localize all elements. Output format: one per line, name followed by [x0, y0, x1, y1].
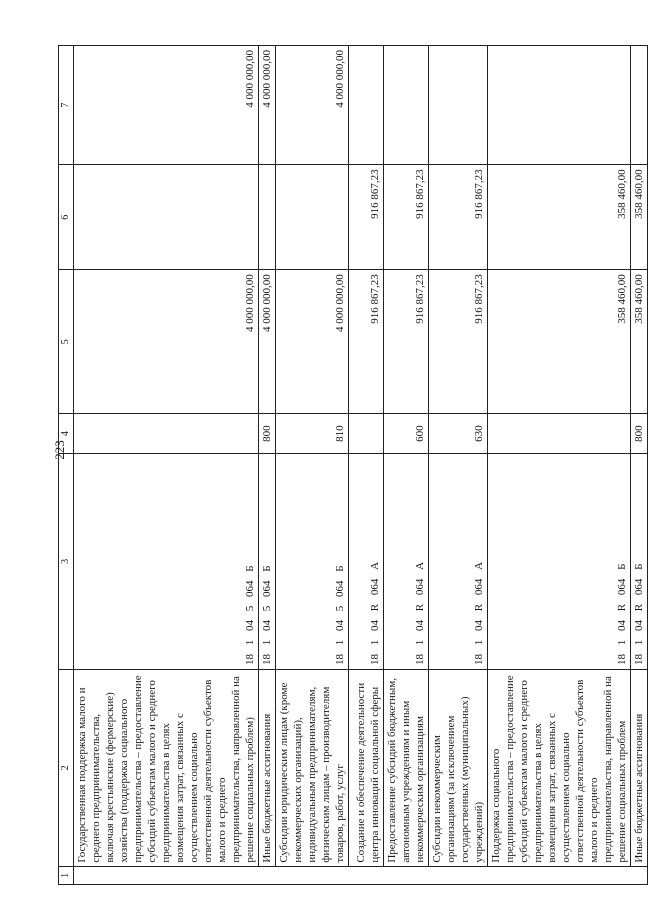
- row-code: 18 1 04 R 064 А: [384, 453, 429, 669]
- row-col6: 358 460,00: [631, 165, 648, 270]
- row-col5: 358 460,00: [631, 270, 648, 414]
- row-description: Поддержка социального предпринимательства – предоставление субсидий субъектам малого и среднего предпринимательства в целях возмещения затрат, связанных с осуществлением социально ответственной деятельности субъектов малого и среднего предпринимательства, направленной на решение социальных проблем: [488, 670, 631, 867]
- table-row: [488, 46, 631, 885]
- row-col5: 916 867,23: [384, 270, 429, 414]
- row-col7: 4 000 000,00: [259, 46, 276, 165]
- row-kind: [488, 414, 631, 453]
- row-kind: 630: [429, 414, 488, 453]
- row-col7: 4 000 000,00: [74, 46, 259, 165]
- row-code: 18 1 04 5 064 Б: [276, 453, 349, 669]
- row-code: 18 1 04 R 064 А: [429, 453, 488, 669]
- table-row: [349, 46, 384, 885]
- table-row: [259, 46, 276, 885]
- header-row: [59, 46, 74, 885]
- row-col6: [276, 165, 349, 270]
- row-kind: [349, 414, 384, 453]
- row-kind: 800: [259, 414, 276, 453]
- row-code: 18 1 04 R 064 А: [349, 453, 384, 669]
- row-code: 18 1 04 5 064 Б: [259, 453, 276, 669]
- table-row: [631, 46, 648, 885]
- row-col6: [259, 165, 276, 270]
- header-cell: 6: [59, 165, 74, 270]
- row-col7: 4 000 000,00: [276, 46, 349, 165]
- table-row: [429, 46, 488, 885]
- row-description: Субсидии некоммерческим организациям (за исключением государственных (муниципальных) учреждений): [429, 670, 488, 867]
- row-col7: [488, 46, 631, 165]
- table-row: [384, 46, 429, 885]
- table-row: [276, 46, 349, 885]
- row-col7: [429, 46, 488, 165]
- row-description: Иные бюджетные ассигнования: [259, 670, 276, 867]
- header-cell: 1: [59, 866, 74, 884]
- row-col5: 916 867,23: [429, 270, 488, 414]
- row-col6: 358 460,00: [488, 165, 631, 270]
- row-description: Создание и обеспечение деятельности центра инноваций социальной сферы: [349, 670, 384, 867]
- row-col5: 4 000 000,00: [74, 270, 259, 414]
- header-cell: 4: [59, 414, 74, 453]
- row-col6: 916 867,23: [384, 165, 429, 270]
- row-code: 18 1 04 R 064 Б: [488, 453, 631, 669]
- page-number: 223: [52, 440, 67, 460]
- row-col5: 916 867,23: [349, 270, 384, 414]
- row-kind: [74, 414, 259, 453]
- row-col6: [74, 165, 259, 270]
- header-cell: 2: [59, 670, 74, 867]
- row-col5: 4 000 000,00: [259, 270, 276, 414]
- row-col7: [631, 46, 648, 165]
- row-code: 18 1 04 5 064 Б: [74, 453, 259, 669]
- row-description: Субсидии юридическим лицам (кроме некоммерческих организаций), индивидуальным предпринимателям, физическим лицам – производителям товаров, работ, услуг: [276, 670, 349, 867]
- row-code: 18 1 04 R 064 Б: [631, 453, 648, 669]
- budget-table: [58, 45, 648, 885]
- header-cell: 7: [59, 46, 74, 165]
- table-row: [74, 46, 259, 885]
- row-col5: 4 000 000,00: [276, 270, 349, 414]
- row-description: Государственная поддержка малого и среднего предпринимательства, включая крестьянские (фермерские) хозяйства (поддержка социального предпринимательства – предоставление субсидий субъектам малого и среднего предпринимательства в целях возмещения затрат, связанных с осуществлением социально ответственной деятельности субъектов малого и среднего предпринимательства, направленной на решение социальных проблем): [74, 670, 259, 867]
- row-col7: [349, 46, 384, 165]
- row-kind: 600: [384, 414, 429, 453]
- row-col5: 358 460,00: [488, 270, 631, 414]
- row-description: Иные бюджетные ассигнования: [631, 670, 648, 867]
- row-kind: 810: [276, 414, 349, 453]
- row-col6: 916 867,23: [429, 165, 488, 270]
- row-kind: 800: [631, 414, 648, 453]
- header-cell: 3: [59, 453, 74, 669]
- budget-table-frame: [58, 45, 645, 885]
- header-cell: 5: [59, 270, 74, 414]
- row-description: Предоставление субсидий бюджетным, автономным учреждениям и иным некоммерческим организациям: [384, 670, 429, 867]
- row-col6: 916 867,23: [349, 165, 384, 270]
- row-col7: [384, 46, 429, 165]
